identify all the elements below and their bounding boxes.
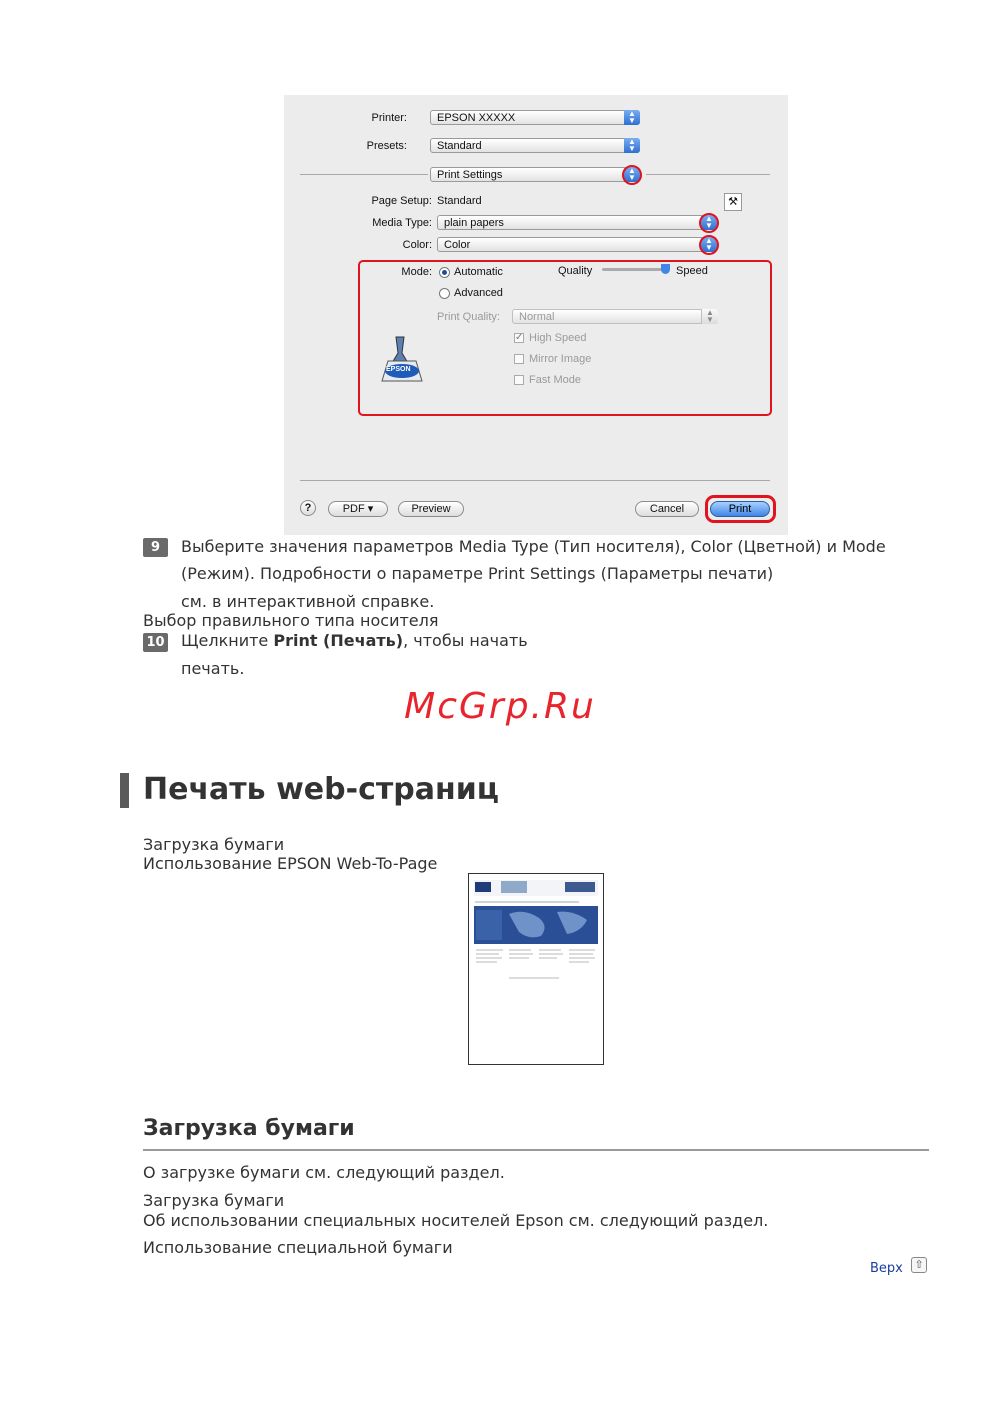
color-select[interactable] xyxy=(437,237,717,252)
web-page-preview-image xyxy=(469,874,603,1064)
preview-button[interactable]: Preview xyxy=(398,501,464,517)
print-button[interactable]: Print xyxy=(710,501,770,517)
pane-select[interactable] xyxy=(430,167,640,182)
epson-logo-icon xyxy=(378,333,424,385)
mode-automatic-label: Automatic xyxy=(454,266,503,278)
link-loading-paper[interactable]: Загрузка бумаги xyxy=(143,835,285,854)
presets-select[interactable] xyxy=(430,138,640,153)
divider xyxy=(646,174,770,175)
highlight-circle xyxy=(699,213,719,233)
divider xyxy=(300,480,770,481)
page-setup-label: Page Setup: xyxy=(371,195,432,207)
highlight-circle xyxy=(622,165,642,185)
presets-value: Standard xyxy=(437,140,482,152)
media-type-value: plain papers xyxy=(444,217,504,229)
high-speed-checkbox[interactable]: ✓ xyxy=(515,332,524,343)
back-to-top-label[interactable]: Верх xyxy=(870,1261,903,1276)
pane-value: Print Settings xyxy=(437,169,503,181)
mode-advanced-label: Advanced xyxy=(454,287,503,299)
arrow-up-icon[interactable]: ⇧ xyxy=(911,1257,927,1273)
media-type-select[interactable] xyxy=(437,215,717,230)
print-dialog-screenshot xyxy=(284,95,788,535)
select-arrows-icon: ▲ ▼ xyxy=(624,138,640,153)
link-web-to-page[interactable]: Использование EPSON Web-To-Page xyxy=(143,854,438,873)
watermark: McGrp.Ru xyxy=(404,686,596,727)
speed-label: Speed xyxy=(676,265,708,277)
subsection-text-2: Об использовании специальных носителей Epson см. следующий раздел. xyxy=(143,1211,769,1230)
high-speed-label: High Speed xyxy=(529,332,587,344)
step-10-text: , чтобы начать xyxy=(403,631,528,650)
slider-thumb[interactable] xyxy=(661,264,670,274)
color-label: Color: xyxy=(402,239,432,251)
divider xyxy=(300,174,428,175)
step-10-line-2: печать. xyxy=(181,659,245,678)
subsection-title: Загрузка бумаги xyxy=(143,1116,355,1141)
quality-speed-slider[interactable] xyxy=(602,268,666,271)
back-to-top[interactable] xyxy=(870,1257,927,1276)
mode-advanced-radio[interactable] xyxy=(439,288,450,299)
cancel-button[interactable]: Cancel xyxy=(635,501,699,517)
select-arrows-icon: ▲ ▼ xyxy=(701,237,717,252)
step-10-text: Щелкните xyxy=(181,631,274,650)
step-10-badge: 10 xyxy=(143,633,168,652)
printer-value: EPSON XXXXX xyxy=(437,112,516,124)
print-quality-label: Print Quality: xyxy=(437,311,500,323)
heading-rule xyxy=(143,1149,929,1151)
fast-mode-checkbox[interactable] xyxy=(514,375,524,385)
pdf-button[interactable]: PDF ▾ xyxy=(328,501,388,517)
help-button[interactable]: ? xyxy=(300,500,316,516)
link-media-type[interactable]: Выбор правильного типа носителя xyxy=(143,611,439,630)
printer-label: Printer: xyxy=(371,112,407,124)
select-arrows-icon: ▲ ▼ xyxy=(624,167,640,182)
quality-label: Quality xyxy=(558,265,593,277)
printer-select[interactable] xyxy=(430,110,640,125)
page-setup-value: Standard xyxy=(437,195,482,207)
mode-automatic-radio[interactable] xyxy=(439,267,450,278)
utility-tools-icon[interactable]: ⚒ xyxy=(724,193,742,211)
epson-printer-logo xyxy=(378,333,424,385)
link-loading-paper-2[interactable]: Загрузка бумаги xyxy=(143,1191,285,1210)
heading-bar xyxy=(120,773,129,808)
presets-label: Presets: xyxy=(366,140,407,152)
fast-mode-label: Fast Mode xyxy=(529,374,581,386)
subsection-text-1: О загрузке бумаги см. следующий раздел. xyxy=(143,1163,505,1182)
step-9-badge: 9 xyxy=(143,538,168,557)
mirror-image-label: Mirror Image xyxy=(529,353,592,365)
section-title: Печать web-страниц xyxy=(143,772,499,807)
mirror-image-checkbox[interactable] xyxy=(514,354,524,364)
step-10-line-1 xyxy=(181,627,528,654)
highlight-circle xyxy=(699,235,719,255)
step-9-line-1: Выберите значения параметров Media Type (Тип носителя), Color (Цветной) и Mode xyxy=(181,537,886,556)
select-arrows-icon: ▲ ▼ xyxy=(701,215,717,230)
step-10-bold: Print (Печать) xyxy=(273,631,404,650)
select-arrows-icon: ▲ ▼ xyxy=(624,110,640,125)
mode-label: Mode: xyxy=(401,266,432,278)
epson-logo-text: EPSON xyxy=(386,366,411,373)
select-arrows-icon: ▲ ▼ xyxy=(701,309,718,324)
print-quality-value: Normal xyxy=(519,311,555,323)
web-page-thumbnail xyxy=(468,873,604,1065)
step-9-line-3: см. в интерактивной справке. xyxy=(181,592,435,611)
color-value: Color xyxy=(444,239,471,251)
media-type-label: Media Type: xyxy=(372,217,432,229)
step-9-line-2: (Режим). Подробности о параметре Print Settings (Параметры печати) xyxy=(181,564,774,583)
print-quality-select[interactable] xyxy=(512,309,718,324)
link-special-paper[interactable]: Использование специальной бумаги xyxy=(143,1238,453,1257)
